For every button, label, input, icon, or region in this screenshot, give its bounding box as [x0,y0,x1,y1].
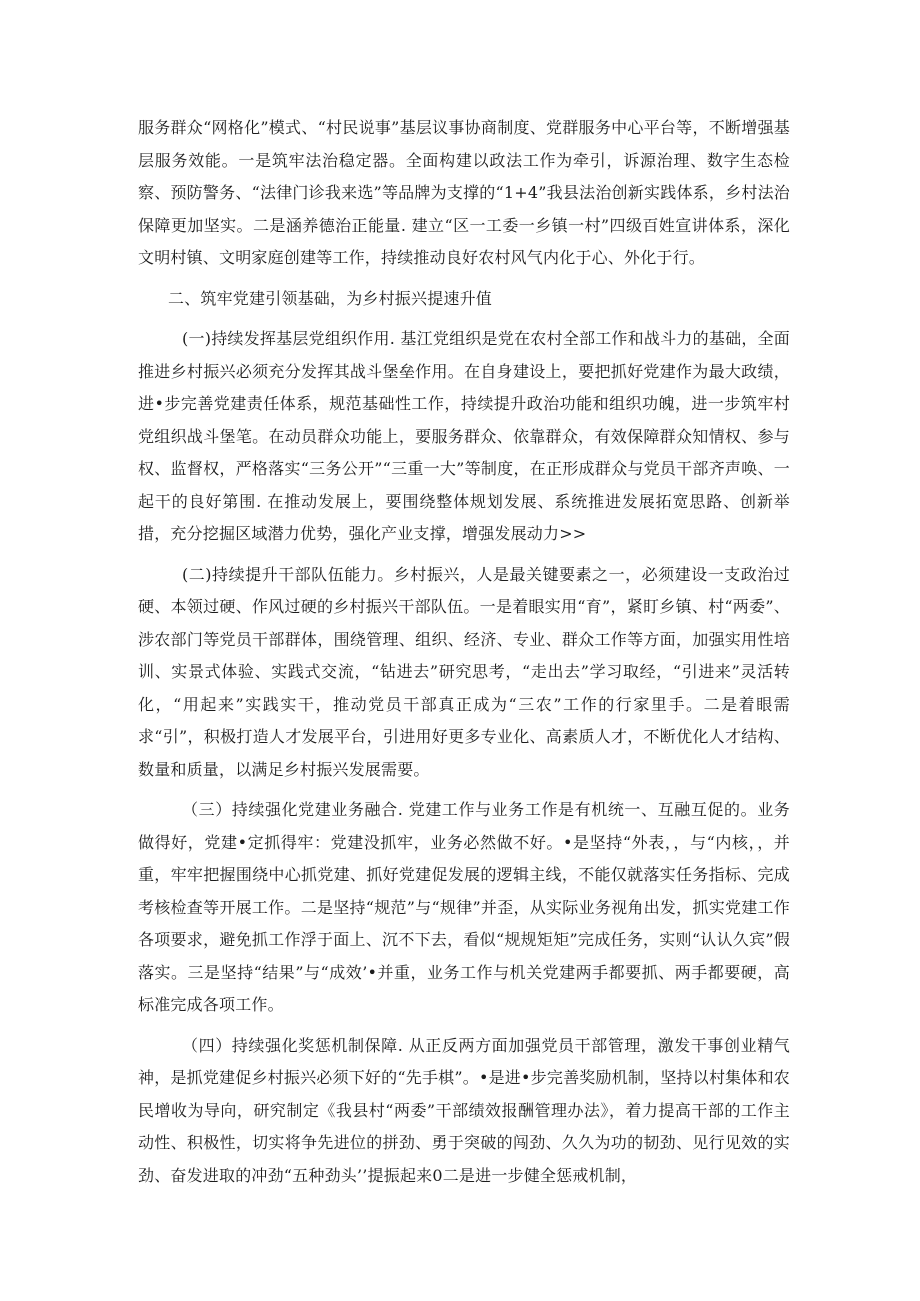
paragraph-subsection-3: （三）持续强化党建业务融合. 党建工作与业务工作是有机统一、互融互促的。业务做得好，党建•定抓得牢：党建没抓牢，业务必然做不好。•是坚持“外表，，与“内核，，并重，牢牢把握围绕中心抓党建、抓好党建促发展的逻辑主线，不能仅就落实任务指标、完成考核检查等开展工作。二是坚持“规范”与“规律”并歪，从实际业务视角出发，抓实党建工作各项要求，避免抓工作浮于面上、沉不下去，看似“规规矩矩”完成任务，实则“认认久宾”假落实。三是坚持“结果”与“成效’•并重，业务工作与机关党建两手都要抓、两手都要硬，高标准完成各项工作。 [138,800,790,1014]
paragraph-subsection-1: (一)持续发挥基层党组织作用. 基江党组织是党在农村全部工作和战斗力的基础，全面推进乡村振兴必须充分发挥其战斗堡垒作用。在自身建设上，要把抓好党建作为最大政绩，进•步完善党建责任体系，规范基础性工作，持续提升政治功能和组织功魄，进一步筑牢村党组织战斗堡笔。在动员群众功能上，要服务群众、依靠群众，有效保障群众知情权、参与权、监督权，严格落实“三务公开”“三重一大”等制度，在正形成群众与党员干部齐声唤、一起干的良好第围. 在推动发展上，要围绕整体规划发展、系统推进发展拓宽思路、创新举措，充分挖掘区域潜力优势，强化产业支撑，增强发展动力>> [138,329,790,543]
paragraph-subsection-2: (二)持续提升干部队伍能力。乡村振兴，人是最关键要素之一，必须建设一支政治过硬、本领过硬、作风过硬的乡村振兴干部队伍。一是着眼实用“育”，紧盯乡镇、村“两委”、涉农部门等党员干部群体，围绕管理、组织、经济、专业、群众工作等方面，加强实用性培训、实景式体验、实践式交流，“钻进去”研究思考，“走出去”学习取经，“引进来”灵活转化，“用起来”实践实干，推动党员干部真正成为“三农”工作的行家里手。二是着眼需求“引”，积极打造人才发展平台，引进用好更多专业化、高素质人才，不断优化人才结构、数量和质量，以满足乡村振兴发展需要。 [138,564,790,779]
document-body [138,112,790,1200]
paragraph-subsection-4: （四）持续强化奖惩机制保障. 从正反两方面加强党员干部管理，激发干事创业精气神，是抓党建促乡村振兴必须下好的“先手棋”。•是进•步完善奖励机制，坚持以村集体和农民增收为导向，研究制定《我县村“两委”干部绩效报酬管理办法》，着力提高干部的工作主动性、积极性，切实将争先进位的拼劲、勇于突破的闯劲、久久为功的韧劲、见行见效的实劲、奋发进取的冲劲“五种劲头’’提振起来0二是进一步健全惩戒机制， [138,1035,790,1185]
paragraph-continued: 服务群众“网格化”模式、“村民说事”基层议事协商制度、党群服务中心平台等，不断增强基层服务效能。一是筑牢法治稳定器。全面构建以政法工作为牵引，诉源治理、数字生态检察、预防警务、“法律门诊我来选”等品牌为支撑的“1+4”我县法治创新实践体系，乡村法治保障更加坚实。二是涵养德治正能量. 建立“区一工委一乡镇一村”四级百姓宣讲体系，深化文明村镇、文明家庭创建等工作，持续推动良好农村风气内化于心、外化于行。 [138,118,790,267]
section-heading: 二、筑牢党建引领基础，为乡村振兴提速升值 [168,288,493,308]
